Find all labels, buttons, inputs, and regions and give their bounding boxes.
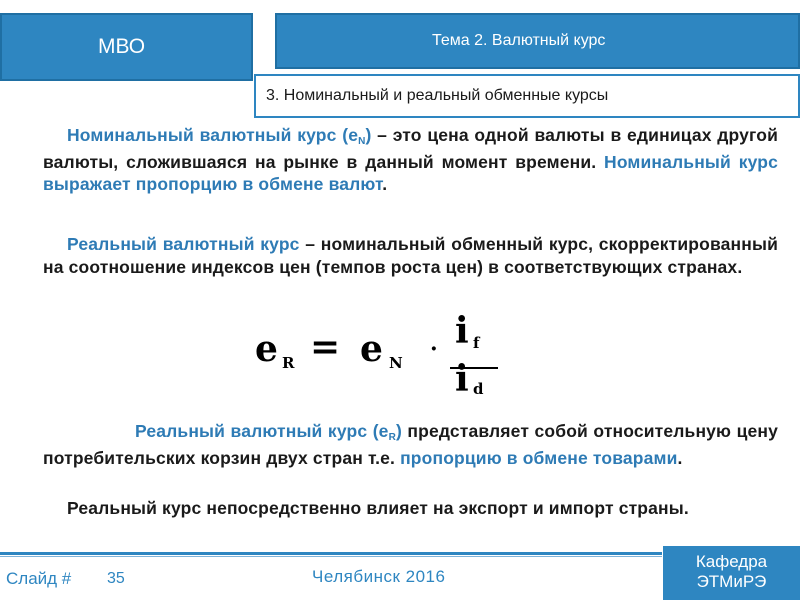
footer-divider	[0, 552, 662, 555]
nominal-rate-definition: – это цена одной валюты в единицах другой валюты, сложившаяся на рынке в данный момент времени.	[43, 125, 779, 172]
formula-i-d: i	[455, 358, 469, 400]
formula-equals: =	[310, 326, 341, 368]
topic-title-box	[275, 13, 800, 69]
formula-sub-r: R	[282, 354, 295, 372]
subtopic-box	[254, 74, 800, 118]
formula-i-f: i	[455, 310, 469, 352]
formula-e-n: e	[360, 328, 383, 370]
topic-title: Тема 2. Валютный курс	[432, 32, 606, 49]
department-line1: Кафедра	[695, 552, 768, 571]
goods-proportion: пропорцию в обмене товарами	[400, 447, 678, 468]
paragraph-real-rate-meaning: Реальный валютный курс (eR) представляет собой относительную цену потребительских корзин двух стран т.е. пропорцию в обмене товарами.	[43, 421, 779, 468]
formula-sub-d: d	[473, 380, 484, 398]
symbol-en: (eN)	[342, 125, 372, 147]
footer-divider-thin	[0, 556, 662, 557]
formula-e-r: e	[255, 328, 278, 370]
paragraph-real-rate	[43, 233, 778, 278]
slide-label: Слайд #	[6, 569, 72, 588]
subtopic-title: 3. Номинальный и реальный обменные курсы	[266, 87, 609, 104]
term-real-rate-2: Реальный валютный курс	[135, 421, 368, 441]
paragraph-nominal-rate: Номинальный валютный курс (eN) – это цена одной валюты в единицах другой валюты, сложившаяся на рынке в данный момент времени. Номинальный курс выражает пропорцию в обмене валют.	[43, 125, 779, 194]
formula-sub-n: N	[389, 354, 403, 372]
term-nominal-rate: Номинальный валютный курс	[67, 125, 337, 145]
symbol-er: (eR)	[372, 421, 402, 443]
header-left-title: МВО	[98, 35, 146, 58]
formula-sub-f: f	[473, 334, 480, 352]
real-rate-impact-text: Реальный курс непосредственно влияет на экспорт и импорт страны.	[67, 498, 689, 518]
real-rate-meaning-text: представляет собой относительную цену потребительских корзин двух стран т.е.	[43, 421, 779, 468]
paragraph-real-rate-impact	[43, 497, 778, 520]
department-line2: ЭТМиРЭ	[696, 572, 767, 591]
term-real-rate: Реальный валютный курс	[67, 234, 300, 254]
footer-city-year: Челябинск 2016	[312, 567, 446, 586]
slide-number: 35	[107, 570, 125, 587]
real-exchange-rate-formula	[255, 312, 515, 402]
formula-dot: ·	[430, 336, 438, 362]
nominal-rate-proportion: Номинальный курс выражает пропорцию в обмене валют	[43, 151, 778, 194]
real-rate-definition: – номинальный обменный курс, скорректированный на соотношение индексов цен (темпов роста цен) в соответствующих странах.	[43, 234, 778, 277]
department-box	[663, 546, 800, 600]
header-left-title-box	[0, 13, 253, 81]
